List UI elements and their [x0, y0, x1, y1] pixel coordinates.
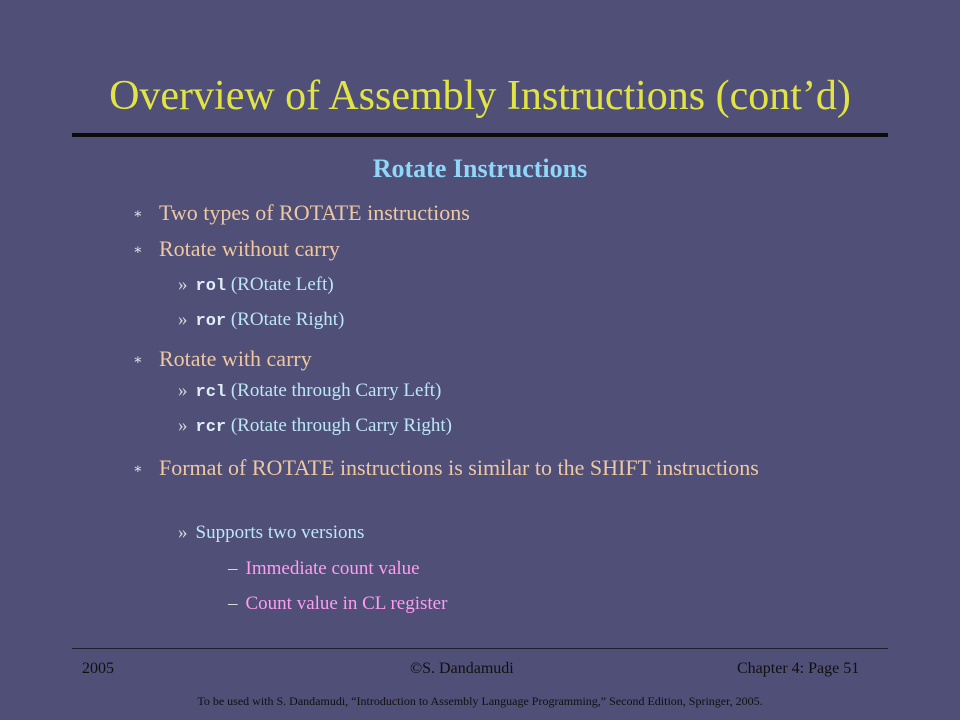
footer-year: 2005 — [82, 660, 114, 677]
subsub-item — [228, 592, 447, 616]
instruction-code: rol — [195, 277, 227, 296]
author-name: S. Dandamudi — [422, 660, 514, 677]
instruction-desc: (ROtate Right) — [226, 309, 345, 330]
subitem-marker-icon: » — [178, 415, 188, 436]
title-divider — [72, 133, 888, 137]
subsub-item — [228, 557, 420, 581]
section-heading: Rotate Instructions — [372, 154, 588, 183]
sub-item — [178, 308, 344, 334]
subsub-text: Count value in CL register — [245, 593, 448, 614]
instruction-code: rcl — [195, 383, 227, 402]
bullet-text: Rotate with carry — [159, 346, 312, 371]
subitem-marker-icon: » — [178, 274, 188, 295]
subitem-marker-icon: » — [178, 522, 188, 543]
instruction-desc: (Rotate through Carry Right) — [226, 415, 452, 436]
bullet-text: Rotate without carry — [159, 236, 340, 261]
footer-page-number: Chapter 4: Page 51 — [737, 660, 860, 677]
dash-marker-icon: – — [228, 558, 238, 579]
instruction-desc: (Rotate through Carry Left) — [226, 380, 442, 401]
sub-item — [178, 379, 441, 405]
bullet-text: Format of ROTATE instructions is similar to the SHIFT instructions — [159, 455, 759, 480]
bullet-star-icon: ∗ — [133, 243, 143, 258]
sub-item — [178, 414, 452, 440]
dash-marker-icon: – — [228, 593, 238, 614]
bullet-star-icon: ∗ — [133, 207, 143, 222]
footer-divider — [72, 648, 888, 649]
instruction-code: rcr — [195, 418, 227, 437]
instruction-desc: (ROtate Left) — [226, 274, 334, 295]
sub-item — [178, 521, 364, 545]
bullet-text: Two types of ROTATE instructions — [159, 200, 470, 225]
instruction-code: ror — [195, 312, 227, 331]
subitem-marker-icon: » — [178, 309, 188, 330]
subsub-text: Immediate count value — [245, 558, 420, 579]
footer-note: To be used with S. Dandamudi, “Introduction to Assembly Language Programming,” Second Edition, Springer, 2005. — [197, 694, 763, 708]
bullet-star-icon: ∗ — [133, 353, 143, 368]
copyright-icon: © — [410, 660, 423, 677]
slide-title: Overview of Assembly Instructions (cont’d) — [109, 73, 851, 119]
subitem-text: Supports two versions — [195, 522, 365, 543]
footer-author — [410, 660, 514, 678]
subitem-marker-icon: » — [178, 380, 188, 401]
bullet-star-icon: ∗ — [133, 462, 143, 477]
sub-item — [178, 273, 334, 299]
